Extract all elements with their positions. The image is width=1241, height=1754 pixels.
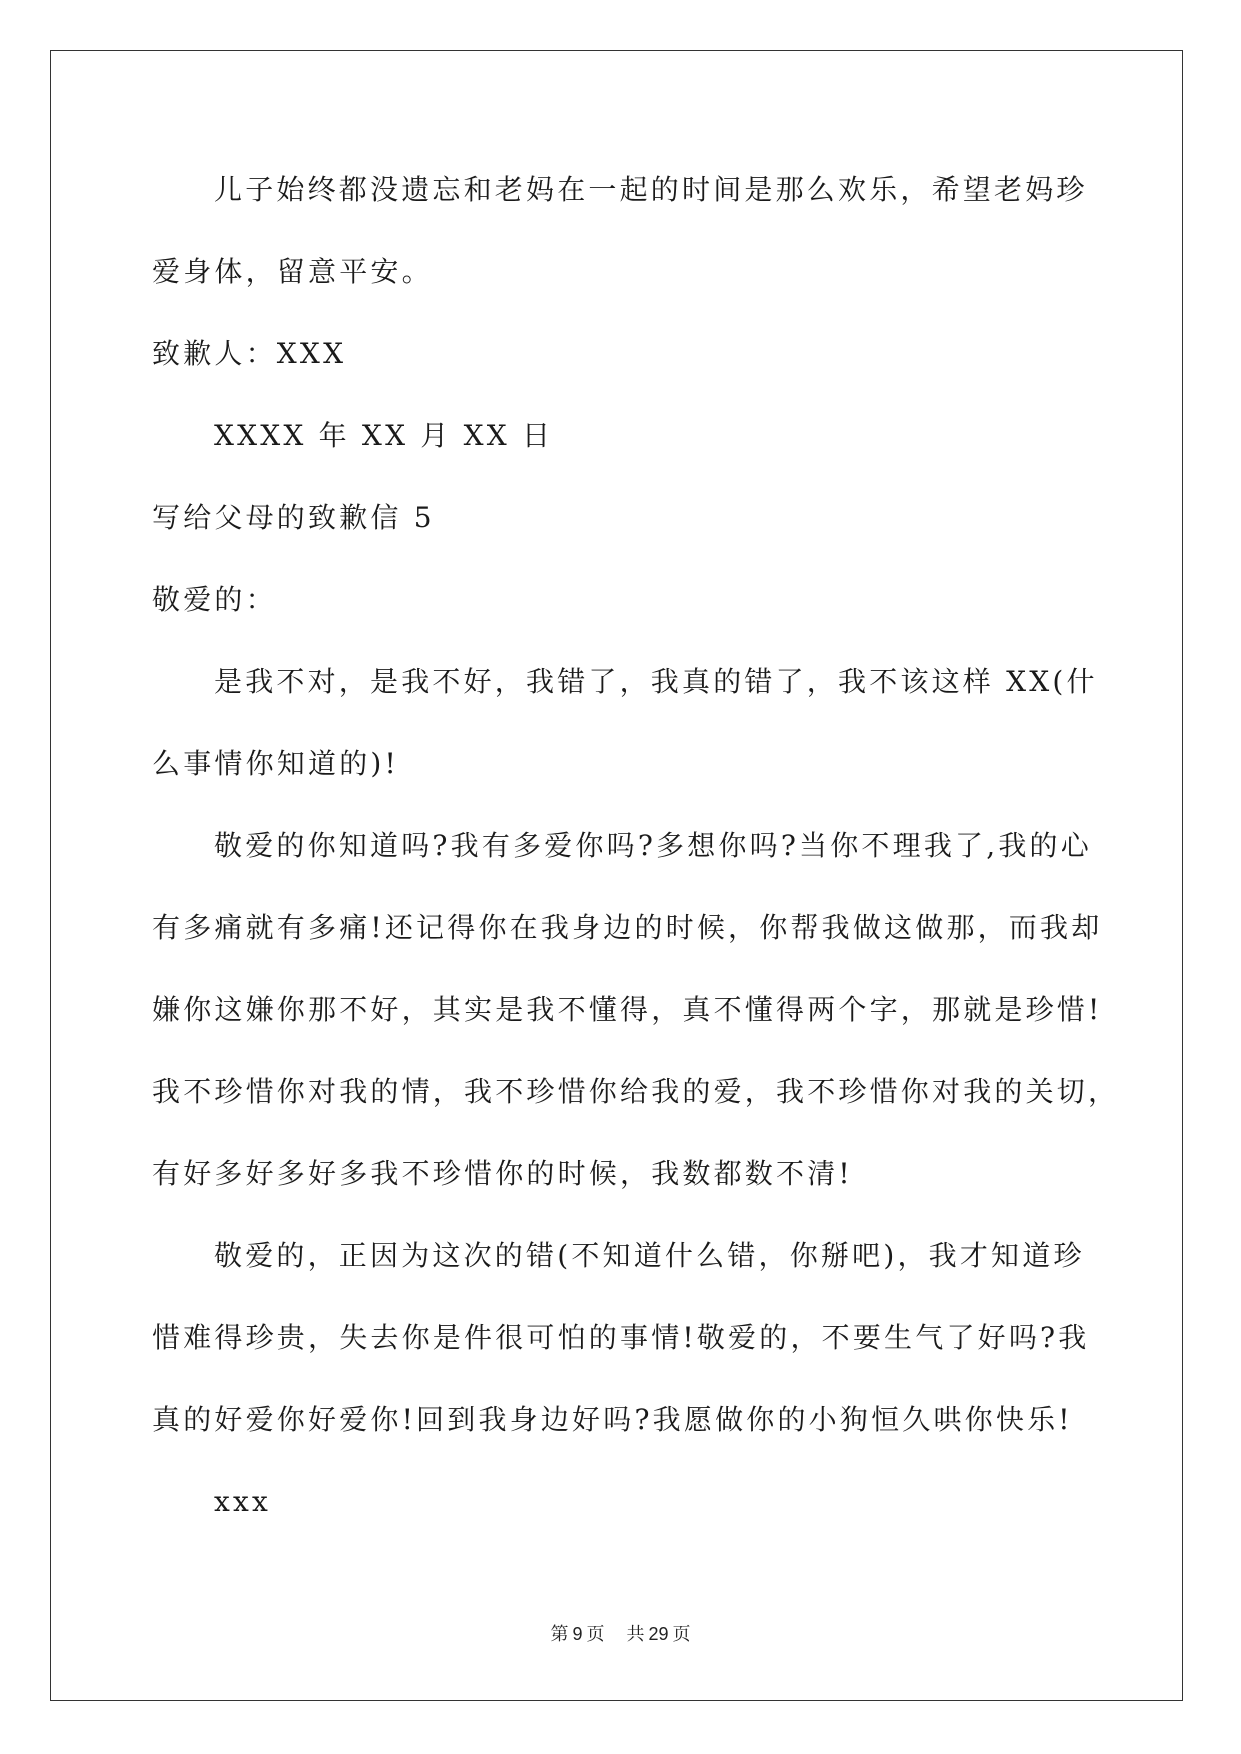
footer-page-suffix: 页 <box>586 1624 605 1645</box>
page-footer <box>0 1622 1241 1647</box>
paragraph-line: 么事情你知道的)! <box>152 747 399 780</box>
page-border <box>50 50 1183 1701</box>
section-title: 写给父母的致歉信 5 <box>152 501 435 534</box>
closing-signature: xxx <box>214 1485 271 1518</box>
paragraph-line: 敬爱的你知道吗?我有多爱你吗?多想你吗?当你不理我了,我的心 <box>214 829 1092 862</box>
paragraph-line: 真的好爱你好爱你!回到我身边好吗?我愿做你的小狗恒久哄你快乐! <box>152 1403 1073 1436</box>
signature-date: XXXX 年 XX 月 XX 日 <box>214 419 554 452</box>
paragraph-line: 是我不对，是我不好，我错了，我真的错了，我不该这样 XX(什 <box>214 665 1098 698</box>
paragraph-line: 儿子始终都没遗忘和老妈在一起的时间是那么欢乐，希望老妈珍 <box>214 173 1088 206</box>
signature-apologizer: 致歉人：XXX <box>152 337 347 370</box>
paragraph-line: 有好多好多好多我不珍惜你的时候，我数都数不清! <box>152 1157 853 1190</box>
footer-page-prefix: 第 <box>550 1624 569 1645</box>
paragraph-line: 有多痛就有多痛!还记得你在我身边的时候，你帮我做这做那，而我却 <box>152 911 1103 944</box>
salutation: 敬爱的： <box>152 583 277 616</box>
paragraph-line: 我不珍惜你对我的情，我不珍惜你给我的爱，我不珍惜你对我的关切， <box>152 1075 1120 1108</box>
paragraph-line: 敬爱的，正因为这次的错(不知道什么错，你掰吧)，我才知道珍 <box>214 1239 1085 1272</box>
paragraph-line: 嫌你这嫌你那不好，其实是我不懂得，真不懂得两个字，那就是珍惜! <box>152 993 1103 1026</box>
paragraph-line: 爱身体，留意平安。 <box>152 255 433 288</box>
footer-total-pages: 29 <box>648 1624 669 1644</box>
footer-total-prefix: 共 <box>626 1624 645 1645</box>
paragraph-line: 惜难得珍贵，失去你是件很可怕的事情!敬爱的，不要生气了好吗?我 <box>152 1321 1090 1354</box>
footer-total-suffix: 页 <box>672 1624 691 1645</box>
footer-page-number: 9 <box>572 1624 583 1644</box>
